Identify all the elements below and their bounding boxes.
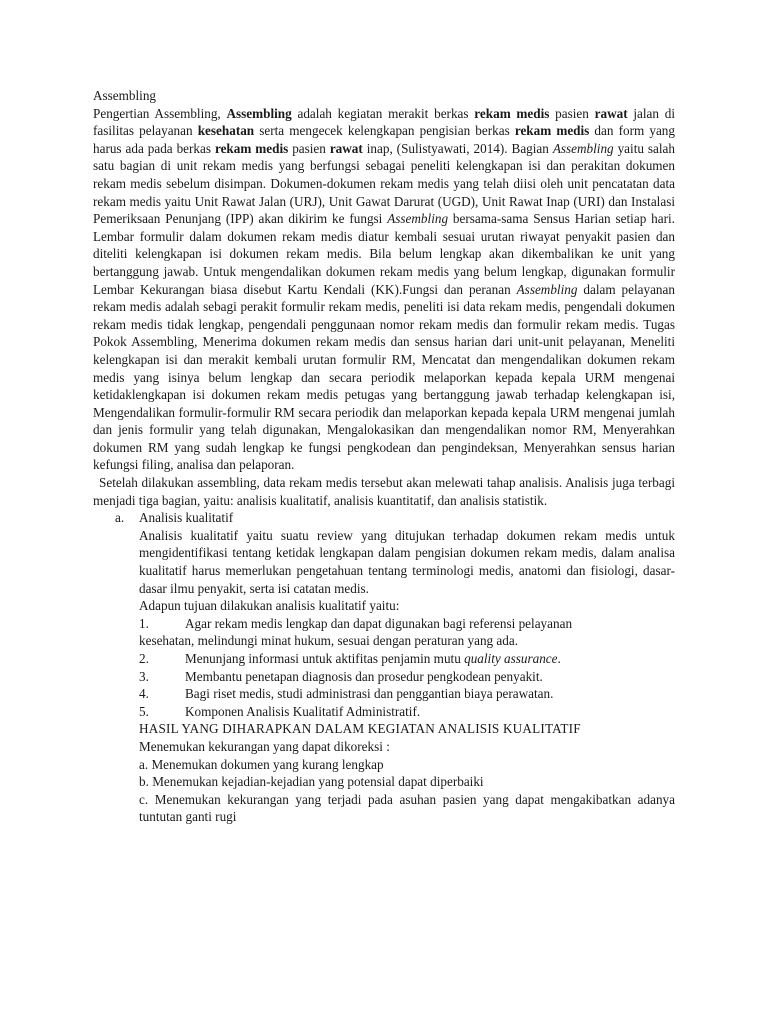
bold-term: rekam medis [514,123,590,139]
text-run: dalam pelayanan rekam medis adalah sebagi perakit formulir rekam medis, peneliti isi data rekam medis, pengendali dokumen rekam medis tidak lengkap, pengendali penggunaan nomor rekam medis dan formulir rekam medis. Tugas Pokok Assembling, Menerima dokumen rekam medis dan sensus harian dari unit-unit pelayanan, Meneliti kelengkapan isi dan merakit kembali urutan formulir RM, Mencatat dan mengendalikan dokumen rekam medis yang isinya belum lengkap dan secara periodik melaporkan kepada kepala URM mengenai ketidaklengkapan isi dokumen rekam medis petugas yang bertanggung jawab terhadap kelengkapan isi, Mengendalikan formulir-formulir RM secara periodik dan melaporkan kepada kepala URM mengenai jumlah dan jenis formulir yang telah digunakan, Mengalokasikan dan mengendalikan nomor RM, Menyerahkan dokumen RM yang sudah lengkap ke fungsi pengkodean dan pengindeksan, Menyerahkan sensus harian kefungsi filing, analisa dan pelaporan. [93,281,675,473]
document-title: Assembling [93,88,157,103]
italic-term: quality assurance [464,651,558,666]
goal-number: 5. [139,703,149,719]
text-run: dan form yang harus ada pada berkas [93,123,675,156]
italic-term: Assembling [516,281,578,297]
italic-term: Assembling [387,211,449,227]
text-run: inap, (Sulistyawati, 2014). Bagian [362,140,553,156]
text-run: pasien [288,140,330,156]
document-page [93,87,675,826]
bold-term: rawat [329,140,363,156]
italic-term: Assembling [552,140,614,156]
text-run: jalan di fasilitas pelayanan [93,105,675,139]
bold-term: rekam medis [214,140,289,156]
goals-intro: Adapun tujuan dilakukan analisis kualitatif yaitu: [139,598,400,614]
goal-number: 1. [139,615,149,631]
bold-term: Assembling [226,105,292,121]
goal-item [139,668,675,686]
result-item: a. Menemukan dokumen yang kurang lengkap [139,756,384,772]
text-run: serta mengecek kelengkapan pengisian berkas [254,123,515,139]
goal-text-continued: kesehatan, melindungi minat hukum, sesuai dengan peraturan yang ada. [139,633,519,649]
body-paragraph-analysis: Setelah dilakukan assembling, data rekam medis tersebut akan melewati tahap analisis. Analisis juga terbagi menjadi tiga bagian, yaitu: analisis kualitatif, analisis kuantitatif, dan analisis statistik. [93,475,675,508]
goal-item [139,685,675,703]
goal-item [139,703,675,721]
goal-text: Menunjang informasi untuk aktifitas penjamin mutu quality assurance. [185,651,561,666]
text-run: adalah kegiatan merakit berkas [291,105,475,121]
results-heading: HASIL YANG DIHARAPKAN DALAM KEGIATAN ANALISIS KUALITATIF [139,721,581,737]
goal-text: Komponen Analisis Kualitatif Administratif. [185,703,421,719]
bold-term: rekam medis [474,105,550,121]
goal-text: Agar rekam medis lengkap dan dapat digunakan bagi referensi pelayanan [185,615,573,631]
goal-text: Membantu penetapan diagnosis dan prosedur pengkodean penyakit. [185,668,543,684]
result-item: c. Menemukan kekurangan yang terjadi pada asuhan pasien yang dapat mengakibatkan adanya tuntutan ganti rugi [139,791,675,825]
goal-number: 3. [139,668,149,684]
text-run: pasien [549,105,595,121]
list-item-analisis-kualitatif [93,509,675,527]
text-run: yaitu salah satu bagian di unit rekam medis yang berfungsi sebagai peneliti kelengkapan isi dan perakitan dokumen rekam medis sebelum disimpan. Dokumen-dokumen rekam medis yang telah diisi oleh unit pencatatan data rekam medis yaitu Unit Rawat Jalan (URJ), Unit Gawat Darurat (UGD), Unit Rawat Inap (URI) dan Instalasi Pemeriksaan Penunjang (IPP) akan dikirim ke fungsi [93,140,675,227]
goal-text: Bagi riset medis, studi administrasi dan penggantian biaya perawatan. [185,686,554,702]
text-run: Pengertian Assembling, [93,105,227,121]
goal-number: 2. [139,651,149,666]
goal-item [139,650,675,668]
text-run: bersama-sama Sensus Harian setiap hari. Lembar formulir dalam dokumen rekam medis diatur kembali sesuai urutan riwayat penyakit pasien dan diteliti kelengkapan isi dokumen rekam medis. Bila belum lengkap akan dikembalikan ke unit yang bertanggung jawab. Untuk mengendalikan dokumen rekam medis yang belum lengkap, digunakan formulir Lembar Kekurangan biasa disebut Kartu Kendali (KK).Fungsi dan peranan [93,211,675,297]
section-heading: Analisis kualitatif [139,510,234,526]
body-paragraph-assembling [93,105,675,474]
goals-list [139,615,675,721]
result-item: b. Menemukan kejadian-kejadian yang potensial dapat diperbaiki [139,774,484,790]
bold-term: kesehatan [197,123,255,139]
bold-term: rawat [594,105,628,121]
results-list [139,756,675,826]
goal-item [139,615,675,633]
section-description: Analisis kualitatif yaitu suatu review yang ditujukan terhadap dokumen rekam medis untuk mengidentifikasi tentang ketidak lengkapan dalam pengisian dokumen rekam medis, dalam analisa kualitatif harus memerlukan pengetahuan tentang terminologi medis, anatomi dan fisiologi, dasar-dasar ilmu penyakit, serta isi catatan medis. [139,527,675,596]
list-marker: a. [115,510,125,526]
goal-number: 4. [139,686,149,702]
section-body [139,527,675,826]
results-intro: Menemukan kekurangan yang dapat dikoreksi : [139,738,390,754]
